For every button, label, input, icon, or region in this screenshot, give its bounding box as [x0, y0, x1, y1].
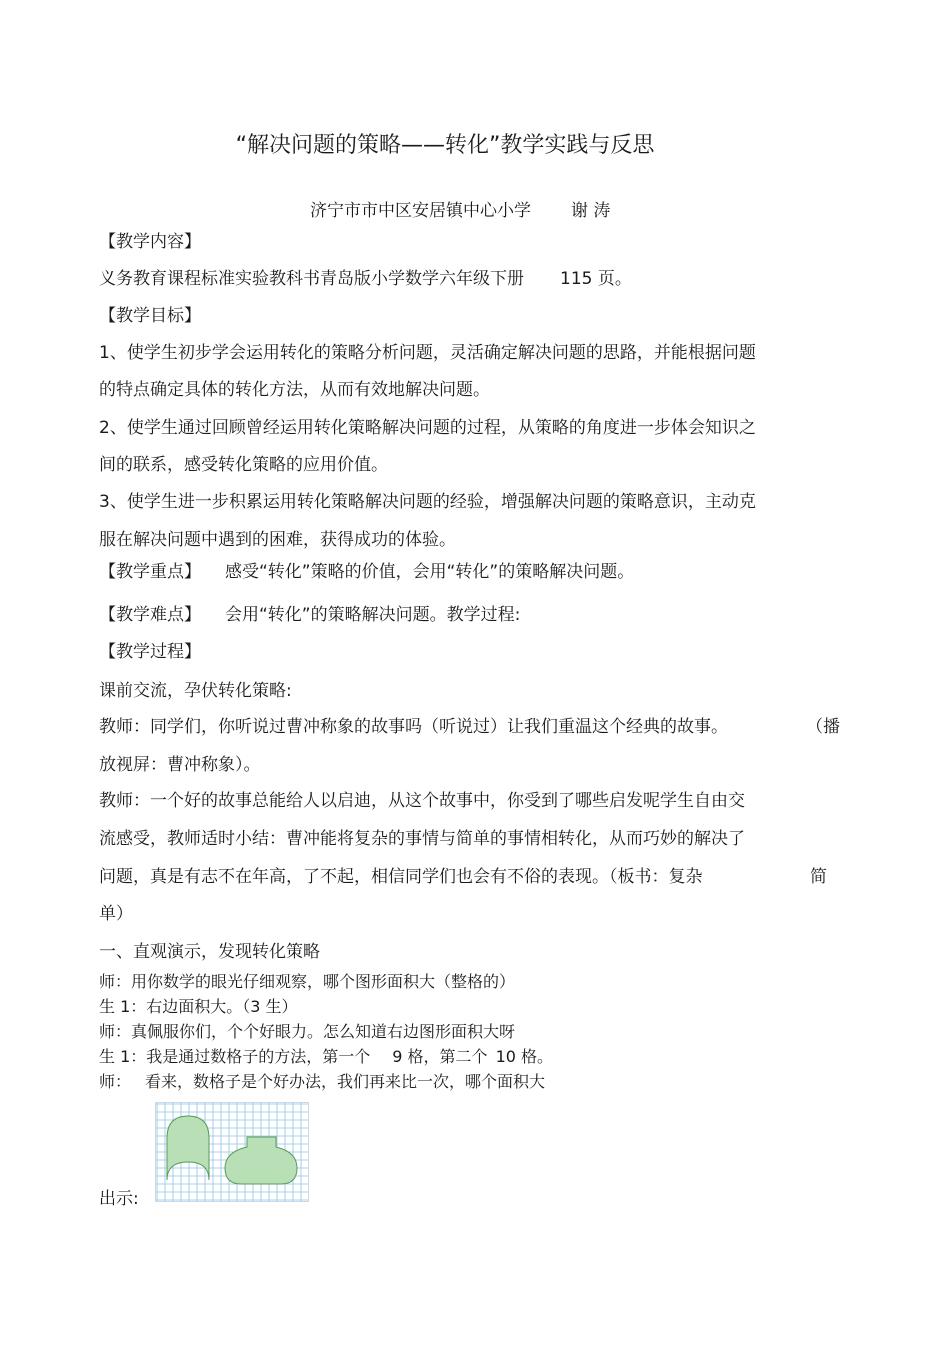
content-page-number: 115 页。 [560, 269, 632, 289]
author-name: 谢 涛 [571, 201, 611, 221]
goals-heading: 【教学目标】 [99, 306, 201, 326]
goal-line: 2、使学生通过回顾曾经运用转化策略解决问题的过程，从策略的角度进一步体会知识之 [99, 418, 756, 438]
dialogue-part: 10 格。 [495, 1047, 554, 1066]
process-line: 教师：同学们，你听说过曹冲称象的故事吗（听说过）让我们重温这个经典的故事。 [99, 717, 728, 737]
process-line: 流感受，教师适时小结：曹冲能将复杂的事情与简单的事情相转化，从而巧妙的解决了 [99, 829, 745, 849]
author-line [310, 200, 610, 222]
key-point [99, 561, 634, 583]
dialogue-part: 看来，数格子是个好办法，我们再来比一次，哪个面积大 [145, 1072, 546, 1091]
show-label: 出示: [99, 1189, 139, 1209]
goal-line: 3、使学生进一步积累运用转化策略解决问题的经验，增强解决问题的策略意识，主动克 [99, 492, 756, 512]
process-line: 放视屏：曹冲称象）。 [99, 755, 261, 775]
process-heading: 【教学过程】 [99, 642, 201, 662]
dialogue-line: 师：真佩服你们，个个好眼力。怎么知道右边图形面积大呀 [99, 1022, 516, 1041]
process-line: （播 [806, 717, 840, 737]
dialogue-line: 生 1：右边面积大。（3 生） [99, 997, 298, 1016]
process-line: 教师：一个好的故事总能给人以启迪，从这个故事中，你受到了哪些启发呢学生自由交 [99, 791, 745, 811]
process-line: 课前交流，孕伏转化策略: [99, 681, 292, 701]
content-heading: 【教学内容】 [99, 232, 201, 252]
dialogue-part: 师： [99, 1072, 132, 1091]
key-point-text: 感受“转化”策略的价值，会用“转化”的策略解决问题。 [225, 562, 635, 582]
goal-line: 服在解决问题中遇到的困难，获得成功的体验。 [99, 530, 456, 550]
dialogue-line: 师：用你数学的眼光仔细观察，哪个图形面积大（整格的） [99, 972, 516, 991]
school-name: 济宁市市中区安居镇中心小学 [310, 201, 531, 221]
grid-shapes-figure [155, 1102, 309, 1202]
dialogue-line [99, 1047, 553, 1067]
key-point-heading: 【教学重点】 [99, 562, 201, 582]
process-line: 问题，真是有志不在年高，了不起，相信同学们也会有不俗的表现。（板书：复杂 [99, 867, 703, 887]
content-text-main: 义务教育课程标准实验教科书青岛版小学数学六年级下册 [99, 269, 524, 289]
process-line: 一、直观演示，发现转化策略 [99, 942, 320, 962]
goal-line: 的特点确定具体的转化方法，从而有效地解决问题。 [99, 380, 490, 400]
goal-line: 1、使学生初步学会运用转化的策略分析问题，灵活确定解决问题的思路，并能根据问题 [99, 343, 756, 363]
document-title: “解决问题的策略——转化”教学实践与反思 [235, 133, 655, 158]
difficulty-heading: 【教学难点】 [99, 605, 201, 625]
process-line: 简 [810, 867, 827, 887]
difficulty [99, 604, 520, 626]
content-text [99, 268, 632, 290]
process-line: 单） [99, 904, 133, 924]
dialogue-line [99, 1072, 545, 1092]
dialogue-part: 9 格，第二个 [392, 1047, 488, 1066]
dialogue-part: 生 1：我是通过数格子的方法，第一个 [99, 1047, 371, 1066]
difficulty-text: 会用“转化”的策略解决问题。教学过程: [225, 605, 521, 625]
goal-line: 间的联系，感受转化策略的应用价值。 [99, 455, 388, 475]
